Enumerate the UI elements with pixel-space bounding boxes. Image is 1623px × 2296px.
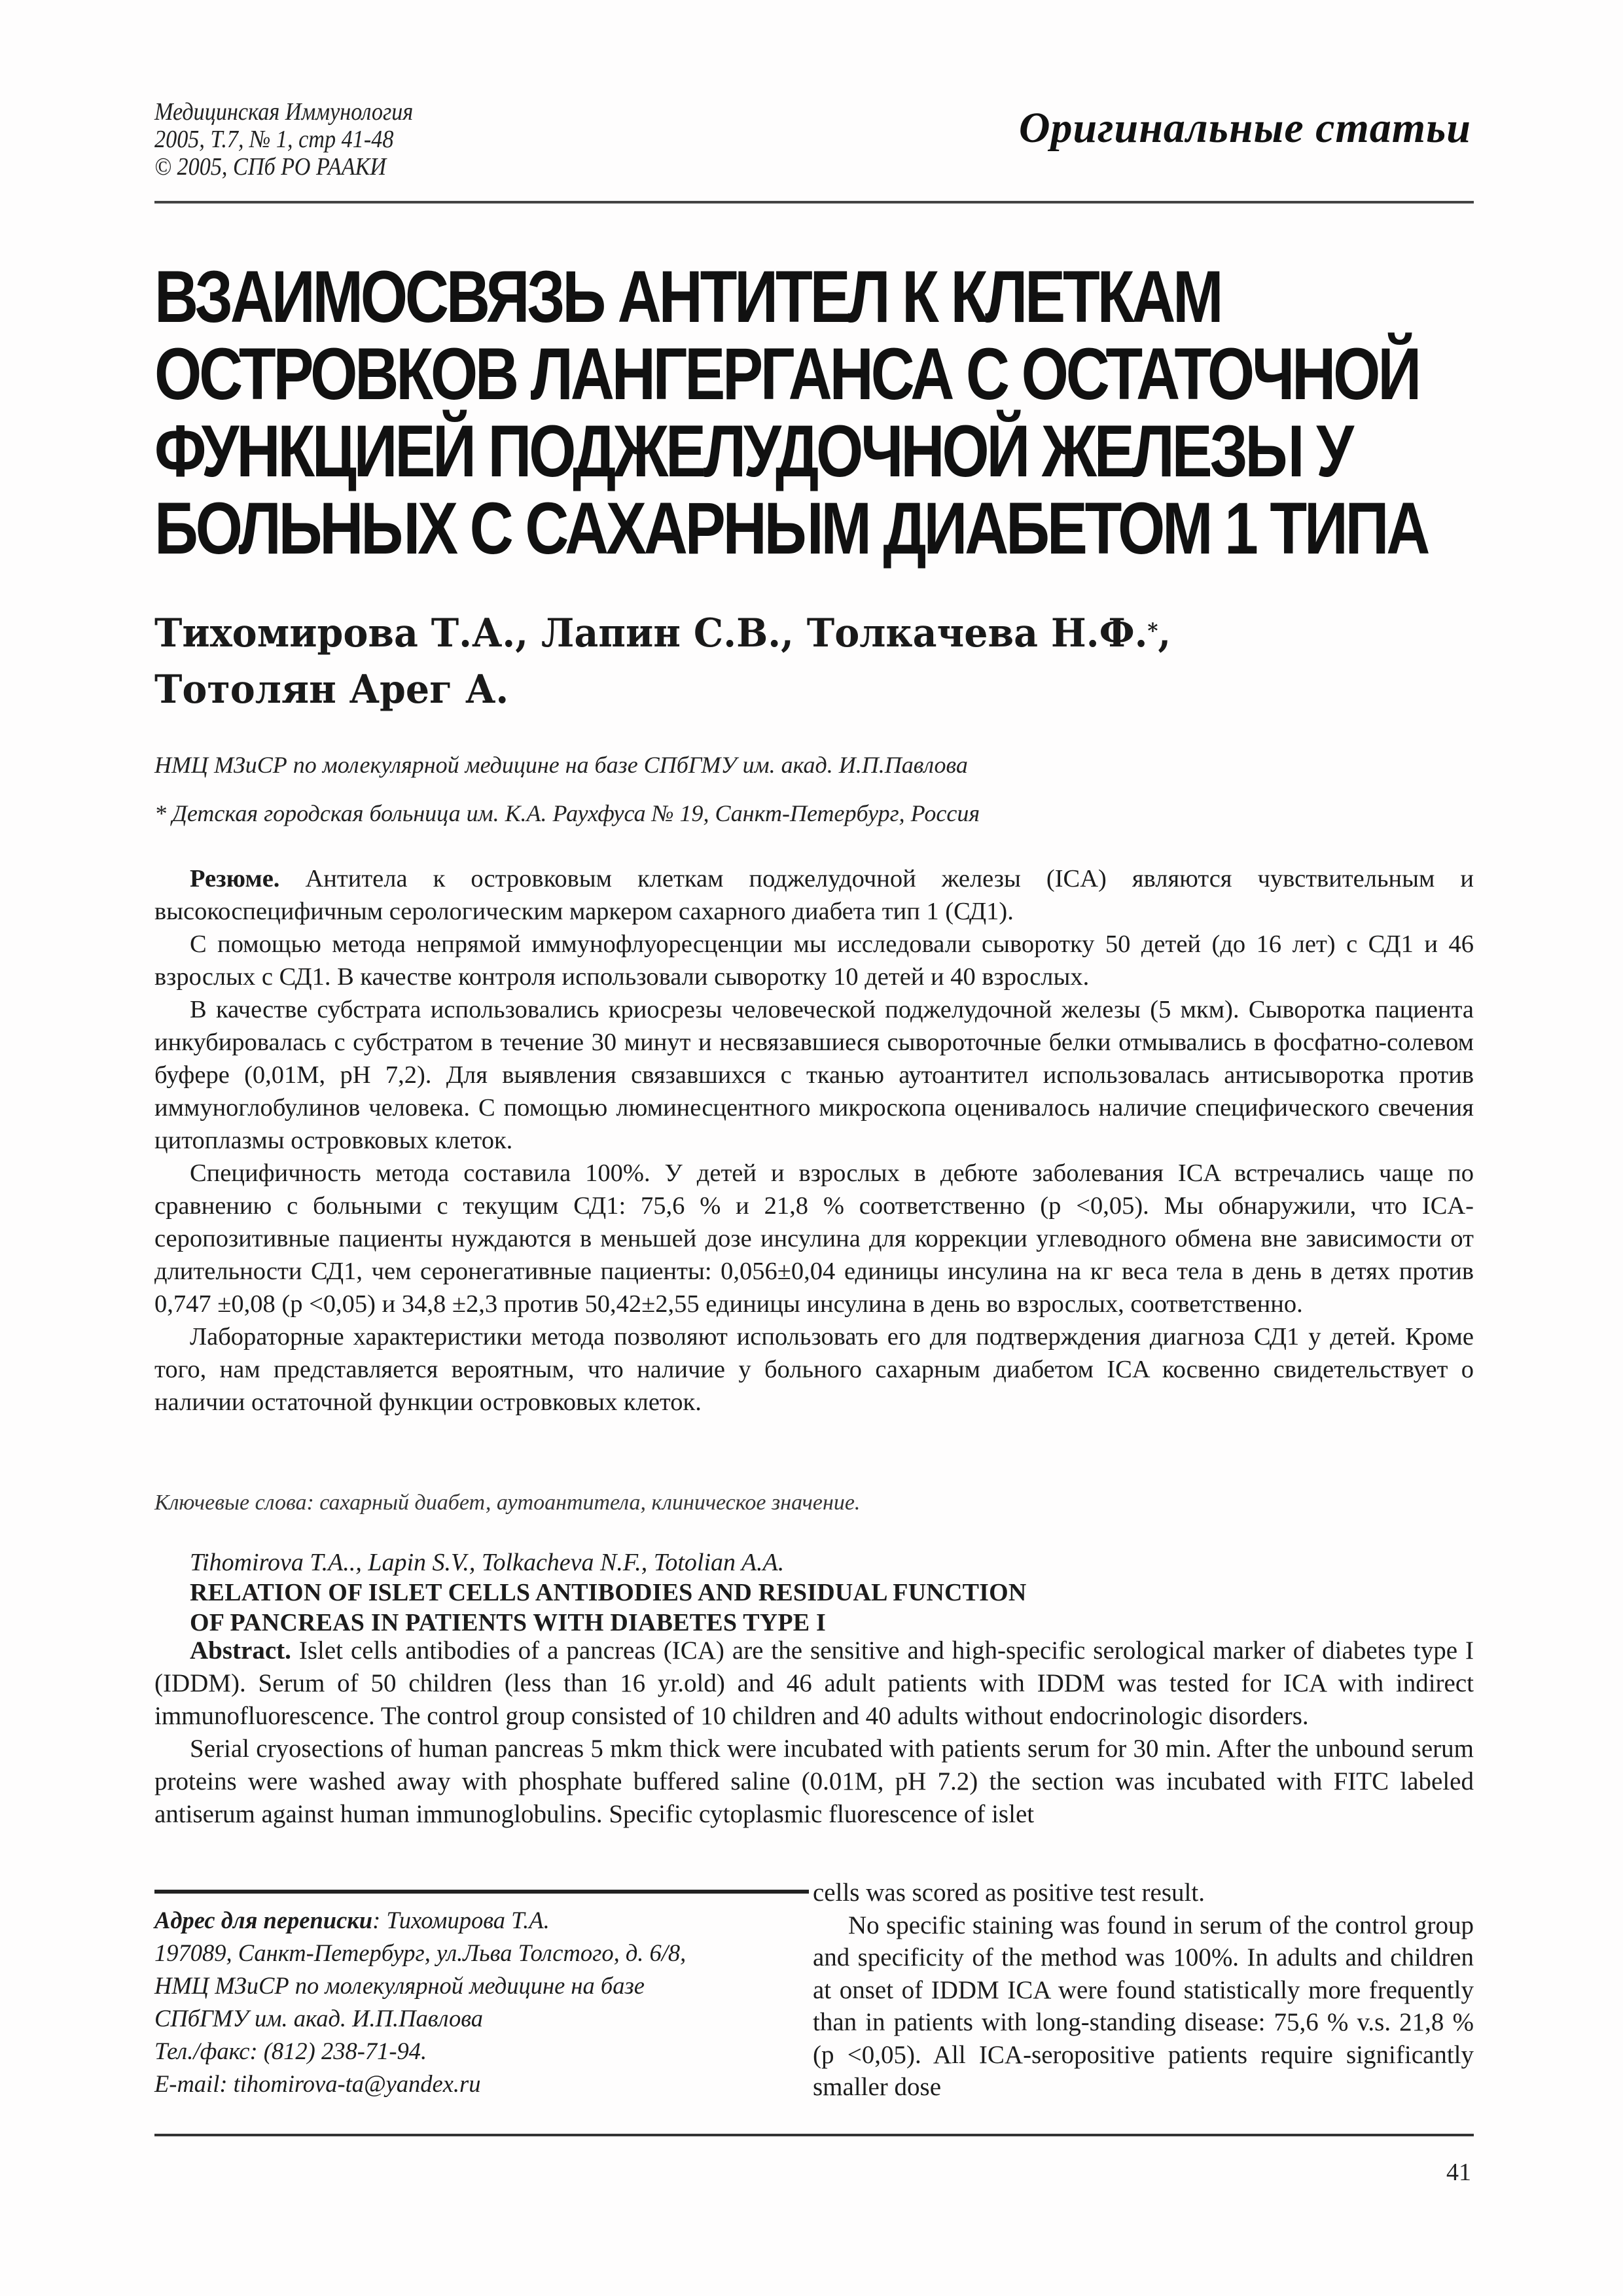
abstract-paragraph: Специфичность метода составила 100%. У детей и взрослых в дебюте заболевания ICA встречались чаще по сравнению с больными с текущим СД1: 75,6 % и 21,8 % соответственно (p <0,05). Мы обнаружили, что ICA-серопозитивные пациенты нуждаются в меньшей дозе инсулина для коррекции углеводного обмена вне зависимости от длительности СД1, чем серонегативные пациенты: 0,056±0,04 единицы инсулина на кг веса тела в день в детях против 0,747 ±0,08 (p <0,05) и 34,8 ±2,3 против 50,42±2,55 единицы инсулина в день во взрослых, соответственно. — [154, 1159, 1474, 1318]
title-line: ВЗАИМОСВЯЗЬ АНТИТЕЛ К КЛЕТКАМ — [154, 256, 1221, 338]
english-abstract-continued — [813, 1877, 1474, 2104]
authors-line — [154, 605, 1171, 662]
authors-line: Тотолян Арег А. — [154, 667, 509, 713]
correspondence-label: Адрес для переписки — [154, 1907, 373, 1934]
journal-info — [154, 98, 413, 181]
address-line: СПбГМУ им. акад. И.П.Павлова — [154, 2005, 484, 2032]
authors — [154, 605, 1171, 718]
address-line: НМЦ МЗиСР по молекулярной медицине на базе — [154, 1972, 645, 1999]
keywords: Ключевые слова: сахарный диабет, аутоантитела, клиническое значение. — [154, 1491, 861, 1515]
page-number: 41 — [1446, 2159, 1471, 2186]
abstract-paragraph-end: cells was scored as positive test result. — [813, 1879, 1205, 1907]
english-abstract-header — [190, 1547, 1027, 1638]
authors-comma: , — [1158, 610, 1171, 656]
header-divider — [154, 201, 1474, 203]
title-line: ОСТРОВКОВ ЛАНГЕРГАНСА С ОСТАТОЧНОЙ — [154, 333, 1419, 415]
correspondence-name: : Тихомирова Т.А. — [372, 1907, 550, 1934]
abstract-paragraph: Abstract. Islet cells antibodies of a pancreas (ICA) are the sensitive and high-specific serological marker of diabetes type I (IDDM). Serum of 50 children (less than 16 yr.old) and 46 adult patients with IDDM was tested for ICA with indirect immunofluorescence. The control group consisted of 10 children and 40 adults without endocrinologic disorders. — [154, 1636, 1474, 1730]
authors-text: Тихомирова Т.А., Лапин С.В., Толкачева Н.Ф. — [154, 610, 1148, 656]
abstract-label: Резюме. — [190, 865, 280, 892]
english-abstract — [154, 1634, 1474, 1831]
address-line: 197089, Санкт-Петербург, ул.Льва Толстого, д. 6/8, — [154, 1939, 687, 1966]
article-title — [154, 256, 1428, 569]
email-line: E-mail: tihomirova-ta@yandex.ru — [154, 2070, 481, 2097]
section-title: Оригинальные статьи — [1018, 104, 1471, 152]
journal-issue: 2005, Т.7, № 1, стр 41-48 — [154, 126, 394, 153]
journal-copyright: © 2005, СПб РО РААКИ — [154, 153, 387, 181]
affiliation-primary: НМЦ МЗиСР по молекулярной медицине на базе СПбГМУ им. акад. И.П.Павлова — [154, 752, 968, 778]
footer-divider — [154, 2134, 1474, 2136]
abstract-paragraph: Лабораторные характеристики метода позволяют использовать его для подтверждения диагноза СД1 у детей. Кроме того, нам представляется вероятным, что наличие у больного сахарным диабетом ICA косвенно свидетельствует о наличии остаточной функции островковых клеток. — [154, 1323, 1474, 1416]
abstract-paragraph: С помощью метода непрямой иммунофлуоресценции мы исследовали сыворотку 50 детей (до 16 лет) с СД1 и 46 взрослых с СД1. В качестве контроля использовали сыворотку 10 детей и 40 взрослых. — [154, 930, 1474, 991]
russian-abstract — [154, 862, 1474, 1419]
journal-name: Медицинская Иммунология — [154, 98, 414, 126]
title-line: ФУНКЦИЕЙ ПОДЖЕЛУДОЧНОЙ ЖЕЛЕЗЫ У — [154, 410, 1351, 492]
english-title-line: RELATION OF ISLET CELLS ANTIBODIES AND RESIDUAL FUNCTION — [190, 1579, 1027, 1606]
abstract-paragraph: Serial cryosections of human pancreas 5 mkm thick were incubated with patients serum for 30 min. After the unbound serum proteins were washed away with phosphate buffered saline (0.01M, pH 7.2) the section was incubated with FITC labeled antiserum against human immunoglobulins. Specific cytoplasmic fluorescence of islet — [154, 1735, 1474, 1828]
phone-line: Тел./факс: (812) 238-71-94. — [154, 2038, 427, 2064]
abstract-paragraph: В качестве субстрата использовались криосрезы человеческой поджелудочной железы (5 мкм). Сыворотка пациента инкубировалась с субстратом в течение 30 минут и несвязавшиеся сывороточные белки отмывались в фосфатно-солевом буфере (0,01М, pH 7,2). Для выявления связавшихся с тканью аутоантител использовалась антисыворотка против иммуноглобулинов человека. С помощью люминесцентного микроскопа оценивалось наличие специфического свечения цитоплазмы островковых клеток. — [154, 996, 1474, 1154]
title-line: БОЛЬНЫХ С САХАРНЫМ ДИАБЕТОМ 1 ТИПА — [154, 487, 1428, 569]
english-title-line: OF PANCREAS IN PATIENTS WITH DIABETES TYPE I — [190, 1609, 827, 1636]
abstract-paragraph: No specific staining was found in serum of the control group and specificity of the method was 100%. In adults and children at onset of IDDM ICA were found statistically more frequently than in patients with long-standing disease: 75,6 % v.s. 21,8 % (p <0,05). All ICA-seropositive patients require significantly smaller dose — [813, 1911, 1474, 2101]
abstract-label: Abstract. — [190, 1636, 291, 1665]
author-footnote-mark: * — [1147, 618, 1158, 643]
correspondence-address — [154, 1904, 809, 2100]
correspondence-divider — [154, 1890, 809, 1894]
affiliation-secondary: * Детская городская больница им. К.А. Раухфуса № 19, Санкт-Петербург, Россия — [154, 800, 980, 826]
abstract-paragraph: Резюме. Антитела к островковым клеткам поджелудочной железы (ICA) являются чувствительным и высокоспецифичным серологическим маркером сахарного диабета тип 1 (СД1). — [154, 865, 1474, 925]
english-authors: Tihomirova T.A.., Lapin S.V., Tolkacheva N.F., Totolian A.A. — [190, 1549, 785, 1576]
